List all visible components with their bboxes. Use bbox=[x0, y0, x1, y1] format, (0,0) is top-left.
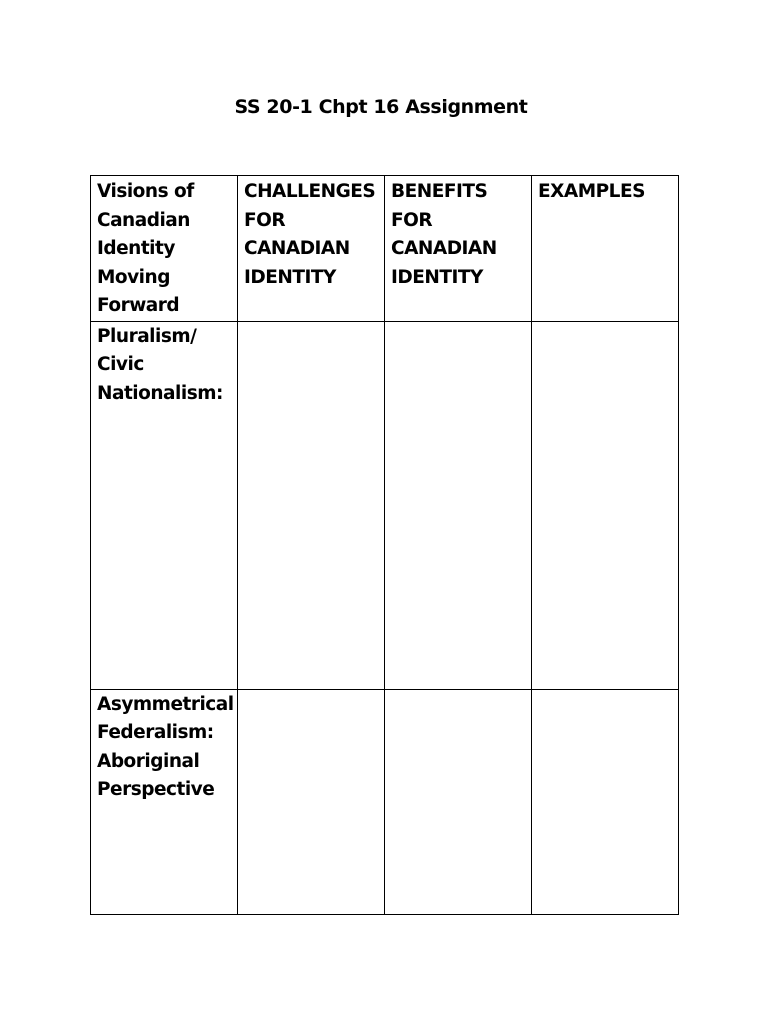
row-label-asymmetrical: Asymmetrical Federalism: Aboriginal Perspective bbox=[97, 693, 234, 800]
challenges-cell[interactable] bbox=[238, 689, 385, 914]
row-label-pluralism: Pluralism/ Civic Nationalism: bbox=[97, 325, 223, 404]
examples-cell[interactable] bbox=[532, 321, 679, 689]
header-visions-label: Visions of Canadian Identity Moving Forward bbox=[97, 181, 194, 316]
benefits-cell[interactable] bbox=[385, 321, 532, 689]
header-challenges-label: CHALLENGES FOR CANADIAN IDENTITY bbox=[244, 181, 376, 288]
header-examples-label: EXAMPLES bbox=[538, 181, 645, 202]
assignment-table bbox=[90, 175, 679, 915]
header-cell-challenges bbox=[238, 176, 385, 322]
examples-cell[interactable] bbox=[532, 689, 679, 914]
table-header-row bbox=[91, 176, 679, 322]
challenges-cell[interactable] bbox=[238, 321, 385, 689]
row-label-cell bbox=[91, 689, 238, 914]
row-label-cell bbox=[91, 321, 238, 689]
page-title: SS 20-1 Chpt 16 Assignment bbox=[234, 96, 528, 118]
header-cell-examples bbox=[532, 176, 679, 322]
table-row bbox=[91, 689, 679, 914]
header-benefits-label: BENEFITS FOR CANADIAN IDENTITY bbox=[391, 181, 497, 288]
table-row bbox=[91, 321, 679, 689]
benefits-cell[interactable] bbox=[385, 689, 532, 914]
header-cell-benefits bbox=[385, 176, 532, 322]
header-cell-visions bbox=[91, 176, 238, 322]
